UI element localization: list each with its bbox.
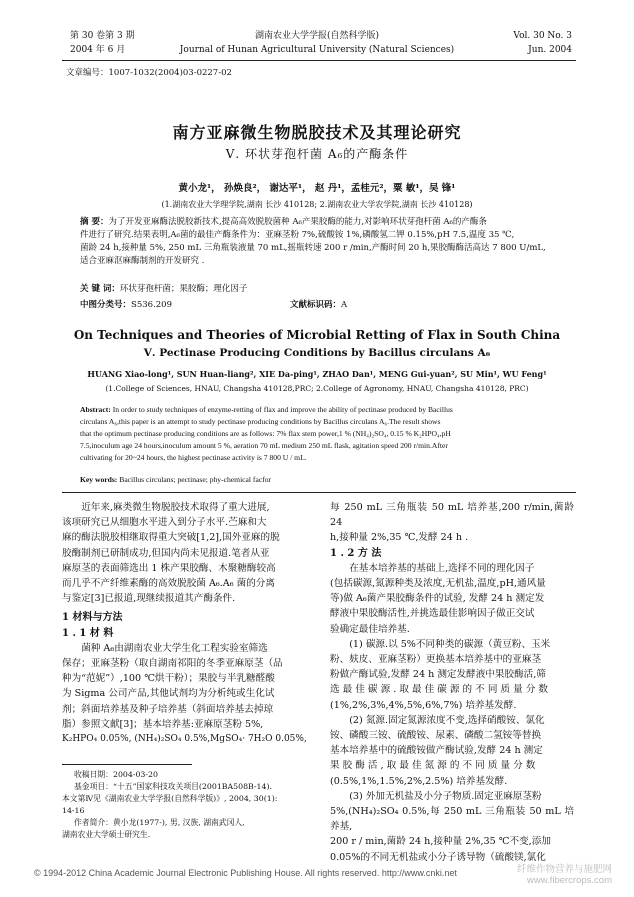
author-bio: 湖南农业大学硕士研究生. bbox=[62, 830, 151, 839]
author-bio: 作者简介：黄小龙(1977-), 男, 汉族, 湖南武冈人, bbox=[74, 818, 245, 827]
paper-title: 南方亚麻微生物脱胶技术及其理论研究 bbox=[172, 123, 462, 142]
watermark-cn: 纤维作物营养与施肥网 bbox=[516, 864, 612, 875]
body-line: (包括碳源,氮源种类及浓度,无机盐,温度,pH,通风量 bbox=[330, 578, 546, 590]
abstract-en-line: circulans A₆,this paper is an attempt to study pectinase producing conditions by Bacillus circulans A₆.The result shows bbox=[80, 417, 441, 426]
body-line: 酵液中果胶酶活性,并挑选最佳影响因子做正交试 bbox=[330, 608, 535, 620]
body-line: (1) 碳源.以 5%不同种类的碳源（黄豆粉、玉米 bbox=[349, 638, 551, 650]
keywords-cn-text: 环状芽孢杆菌；果胶酶；理化因子 bbox=[119, 284, 248, 294]
copyright-notice: © 1994-2012 China Academic Journal Electronic Publishing House. All rights reserved. http://www.cnki.net bbox=[34, 868, 457, 878]
body-line: 粉、麸皮、亚麻茎粉）更换基本培养基中的亚麻茎 bbox=[330, 654, 542, 666]
english-affiliation: (1.College of Sciences, HNAU, Changsha 410128,PRC; 2.College of Agronomy, HNAU, Changsha 410128, PRC) bbox=[105, 384, 529, 393]
abstract-en-line: cultivating for 20~24 hours, the highest pectinase activity is 7 800 U / mL. bbox=[80, 453, 307, 462]
body-line: 保存；亚麻茎粉（取自湖南祁阳的冬季亚麻原茎（品 bbox=[62, 658, 283, 670]
body-line: 在基本培养基的基础上,选择不同的理化因子 bbox=[349, 562, 535, 574]
body-line: 选 最 佳 碳 源 . 取 最 佳 碳 源 的 不 同 质 量 分 数 bbox=[330, 684, 548, 696]
right-column bbox=[330, 500, 574, 865]
classification-number bbox=[80, 299, 172, 312]
left-column bbox=[62, 500, 312, 747]
footnotes bbox=[62, 769, 314, 841]
section-rule bbox=[62, 492, 576, 493]
header-date: 2004 年 6 月 bbox=[70, 45, 126, 55]
body-line: h,接种量 2%,35 ℃,发酵 24 h . bbox=[330, 532, 469, 544]
header-rule bbox=[62, 60, 576, 61]
affiliation-cn: (1.湖南农业大学理学院,湖南 长沙 410128; 2.湖南农业大学农学院,湖南 长沙 410128) bbox=[161, 200, 473, 209]
body-line: 5%,(NH₄)₂SO₄ 0.5%,每 250 mL 三角瓶装 50 mL 培养基, bbox=[330, 806, 574, 833]
body-line: 与鉴定[3]已报道,现继续报道其产酶条件. bbox=[62, 593, 236, 605]
authors-cn: 黄小龙¹， 孙焕良²， 谢达平¹， 赵 丹¹，孟桂元²，粟 敏¹，吴 锋¹ bbox=[178, 183, 456, 194]
body-line: 麻的酶法脱胶相继取得重大突破[1,2],国外亚麻的脱 bbox=[62, 532, 280, 544]
classification-label: 中图分类号： bbox=[80, 300, 132, 310]
body-line: (1%,2%,3%,4%,5%,6%,7%) 培养基发酵. bbox=[330, 699, 517, 711]
abstract-cn-line: 件进行了研究.结果表明,A₆菌的最佳产酶条件为：亚麻茎粉 7%,硫酸铵 1%,磷酸氢二钾 0.15%,pH 7.5,温度 35 ℃, bbox=[80, 230, 515, 240]
body-line: 脂）参照文献[3]；基本培养基:亚麻原茎粉 5%, bbox=[62, 718, 264, 730]
body-line: 铵、磷酸三铵、硫酸铵、尿素、磷酸二氢铵等替换 bbox=[330, 730, 542, 742]
body-line: 而几乎不产纤维素酶的高效脱胶菌 A₆.A₆ 菌的分离 bbox=[62, 578, 275, 590]
body-line: 果 胶 酶 活 , 取 最 佳 氮 源 的 不 同 质 量 分 数 bbox=[330, 760, 536, 772]
abstract-en-line: that the optimum pectinase producing conditions are as follows: 7% flax stem power,1 % (NH₄)₂SO₄, 0.15 % K₂HPO₄,pH bbox=[80, 429, 451, 438]
body-line: (2) 氮源.固定氮源浓度不变,选择硝酸铵、氯化 bbox=[349, 714, 545, 726]
body-line: 基本培养基中的硫酸铵做产酶试验,发酵 24 h 测定 bbox=[330, 745, 543, 757]
keywords-cn-label: 关 键 词： bbox=[80, 284, 120, 294]
abstract-en-label: Abstract: bbox=[80, 405, 111, 414]
abstract-cn-line: 适合亚麻沤麻酶制剂的开发研究 . bbox=[80, 256, 205, 266]
keywords-en-label: Key words: bbox=[80, 475, 118, 484]
fund-info: 基金项目：“十五”国家科技攻关项目(2001BA508B-14). bbox=[74, 782, 273, 791]
header-volume: 第 30 卷第 3 期 bbox=[70, 31, 135, 41]
abstract-cn bbox=[80, 216, 570, 268]
body-line: 菌种 A₆由湖南农业大学生化工程实验室筛选 bbox=[81, 642, 268, 654]
footnote-rule bbox=[62, 764, 192, 765]
english-title: On Techniques and Theories of Microbial Retting of Flax in South China bbox=[73, 328, 561, 342]
english-authors: HUANG Xiao-long¹, SUN Huan-liang², XIE Da-ping¹, ZHAO Dan¹, MENG Gui-yuan², SU Min¹, WU Feng¹ bbox=[87, 369, 547, 379]
english-subtitle: Ⅴ. Pectinase Producing Conditions by Bacillus circulans A₆ bbox=[143, 347, 491, 359]
header-date-en: Jun. 2004 bbox=[528, 45, 572, 55]
header-journal-cn: 湖南农业大学学报(自然科学版) bbox=[254, 31, 380, 41]
abstract-en bbox=[80, 404, 572, 464]
subsection-heading: 1 . 2 方 法 bbox=[330, 547, 382, 559]
body-line: 近年来,麻类微生物脱胶技术取得了重大进展, bbox=[81, 502, 270, 513]
abstract-en-line: In order to study techniques of enzyme-retting of flax and improve the ability of pectinase produced by Bacillus bbox=[112, 405, 453, 414]
article-number: 文章编号：1007-1032(2004)03-0227-02 bbox=[66, 68, 232, 78]
header-vol-en: Vol. 30 No. 3 bbox=[513, 31, 572, 41]
fund-info: 本文第Ⅳ见《湖南农业大学学报(自然科学版)》, 2004, 30(1): bbox=[62, 794, 278, 803]
abstract-cn-line: 为了开发亚麻酶法脱胶新技术,提高高效脱胶菌种 A₆产果胶酶的能力,对影响环状芽孢杆菌 A₆的产酶条 bbox=[108, 217, 487, 227]
section-heading: 1 材料与方法 bbox=[62, 612, 123, 624]
body-line: K₂HPO₄ 0.05%, (NH₄)₂SO₄ 0.5%,MgSO₄· 7H₂O 0.05%, bbox=[62, 734, 307, 745]
abstract-en-line: 7.5,inoculum age 24 hours,inoculum amount 5 %, aeration 70 mL medium 250 mL flask, agitation speed 200 r/min.After bbox=[80, 441, 448, 450]
body-line: 胶酶制剂已研制成功,但国内尚未见报道.笔者从亚 bbox=[62, 547, 270, 559]
paper-subtitle: Ⅴ. 环状芽孢杆菌 A₆的产酶条件 bbox=[225, 147, 409, 161]
body-line: 200 r / min,菌龄 24 h,接种量 2%,35 ℃不变,添加 bbox=[330, 836, 551, 848]
keywords-en-text: Bacillus circulans; pectinase; phy-chemical facfor bbox=[119, 475, 272, 484]
body-line: 麻原茎的表面筛选出 1 株产果胶酶、木聚糖酶较高 bbox=[62, 562, 276, 574]
body-line: (3) 外加无机盐及小分子物质.固定亚麻原茎粉 bbox=[349, 790, 542, 802]
abstract-cn-label: 摘 要： bbox=[80, 217, 109, 227]
document-code-value: A bbox=[341, 300, 348, 310]
subsection-heading: 1 . 1 材 料 bbox=[62, 627, 114, 639]
watermark-url: www.fibercrops.com bbox=[527, 875, 612, 886]
body-line: 种为“范妮”）,100 ℃烘干粉）；果胶与半乳糖醛酸 bbox=[62, 673, 275, 685]
body-line: 为 Sigma 公司产品,其他试剂均为分析纯或生化试 bbox=[62, 688, 275, 700]
body-line: 0.05%的不同无机盐或小分子诱导物（硫酸镁,氯化 bbox=[330, 851, 546, 863]
document-code-label: 文献标识码： bbox=[290, 300, 342, 310]
document-code bbox=[290, 299, 347, 312]
keywords-en bbox=[80, 474, 271, 486]
classification-value: S536.209 bbox=[131, 300, 172, 310]
body-line: 该项研究已从细胞水平进入到分子水平.苎麻和大 bbox=[62, 517, 267, 529]
body-line: 剂；斜面培养基及种子培养基（斜面培养基去掉琼 bbox=[62, 703, 274, 715]
body-line: 验确定最佳培养基. bbox=[330, 623, 410, 635]
body-line: 粉做产酶试验,发酵 24 h 测定发酵液中果胶酶活,筛 bbox=[330, 669, 546, 681]
keywords-cn bbox=[80, 283, 247, 296]
header-journal-en: Journal of Hunan Agricultural University (Natural Sciences) bbox=[179, 45, 455, 55]
body-line: 每 250 mL 三角瓶装 50 mL 培养基,200 r/min,菌龄 24 bbox=[330, 502, 574, 529]
abstract-cn-line: 菌龄 24 h,接种量 5%, 250 mL 三角瓶装液量 70 mL,摇瓶转速 200 r /min,产酶时间 20 h,果胶酶酶活高达 7 800 U/mL, bbox=[80, 243, 546, 253]
fund-info: 14-16 bbox=[62, 806, 85, 815]
body-line: (0.5%,1%,1.5%,2%,2.5%) 培养基发酵. bbox=[330, 775, 508, 787]
body-line: 等)做 A₆菌产果胶酶条件的试验, 发酵 24 h 测定发 bbox=[330, 593, 545, 605]
received-date: 收稿日期：2004-03-20 bbox=[74, 770, 158, 779]
